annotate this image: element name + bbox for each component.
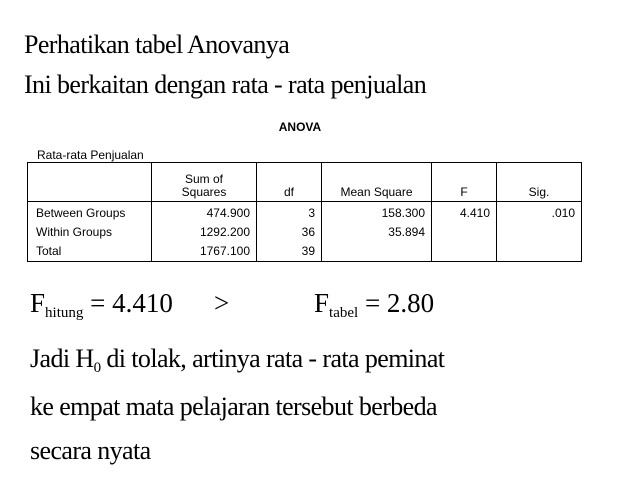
h-subscript: 0 [93, 360, 101, 376]
conclusion-line-1 [30, 344, 444, 377]
row-label: Between Groups [28, 202, 152, 224]
table-row [28, 223, 582, 242]
greater-than-operator: > [214, 288, 230, 318]
intro-line-1: Perhatikan tabel Anovanya [24, 30, 290, 59]
f-letter: F [314, 288, 330, 318]
header-df: df [257, 163, 322, 202]
cell-ms [322, 242, 432, 262]
header-ss-line1: Sum of [184, 172, 223, 186]
f-tabel-subscript: tabel [329, 305, 359, 321]
anova-title: ANOVA [278, 120, 322, 134]
conclusion-line-2: ke empat mata pelajaran tersebut berbeda [30, 392, 437, 421]
cell-ms: 158.300 [322, 202, 432, 224]
cell-f [432, 242, 497, 262]
conclusion-line-3: secara nyata [30, 436, 151, 465]
cell-ss: 474.900 [152, 202, 257, 224]
cell-sig [497, 242, 582, 262]
f-tabel-value: = 2.80 [364, 288, 435, 318]
cell-ss: 1292.200 [152, 223, 257, 242]
conclusion-line-1-rest: di tolak, artinya rata - rata peminat [100, 344, 445, 373]
cell-f: 4.410 [432, 202, 497, 224]
header-mean-square: Mean Square [322, 163, 432, 202]
intro-line-2: Ini berkaitan dengan rata - rata penjualan [24, 70, 427, 99]
cell-ms: 35.894 [322, 223, 432, 242]
f-letter: F [30, 288, 46, 318]
anova-variable-label: Rata-rata Penjualan [37, 148, 144, 162]
anova-header-row [28, 163, 582, 202]
table-row [28, 242, 582, 262]
f-hitung-expression [30, 288, 173, 322]
header-f: F [432, 163, 497, 202]
anova-table [27, 162, 582, 262]
header-empty [28, 163, 152, 202]
cell-sig: .010 [497, 202, 582, 224]
cell-f [432, 223, 497, 242]
cell-df: 39 [257, 242, 322, 262]
header-sig: Sig. [497, 163, 582, 202]
header-sum-of-squares [152, 163, 257, 202]
conclusion-h-prefix: Jadi H [30, 344, 94, 373]
f-tabel-expression [314, 288, 434, 322]
cell-sig [497, 223, 582, 242]
header-ss-line2: Squares [181, 185, 227, 199]
row-label: Total [28, 242, 152, 262]
f-hitung-subscript: hitung [45, 305, 84, 321]
cell-df: 36 [257, 223, 322, 242]
f-hitung-value: = 4.410 [90, 288, 173, 318]
cell-df: 3 [257, 202, 322, 224]
cell-ss: 1767.100 [152, 242, 257, 262]
row-label: Within Groups [28, 223, 152, 242]
table-row [28, 202, 582, 224]
